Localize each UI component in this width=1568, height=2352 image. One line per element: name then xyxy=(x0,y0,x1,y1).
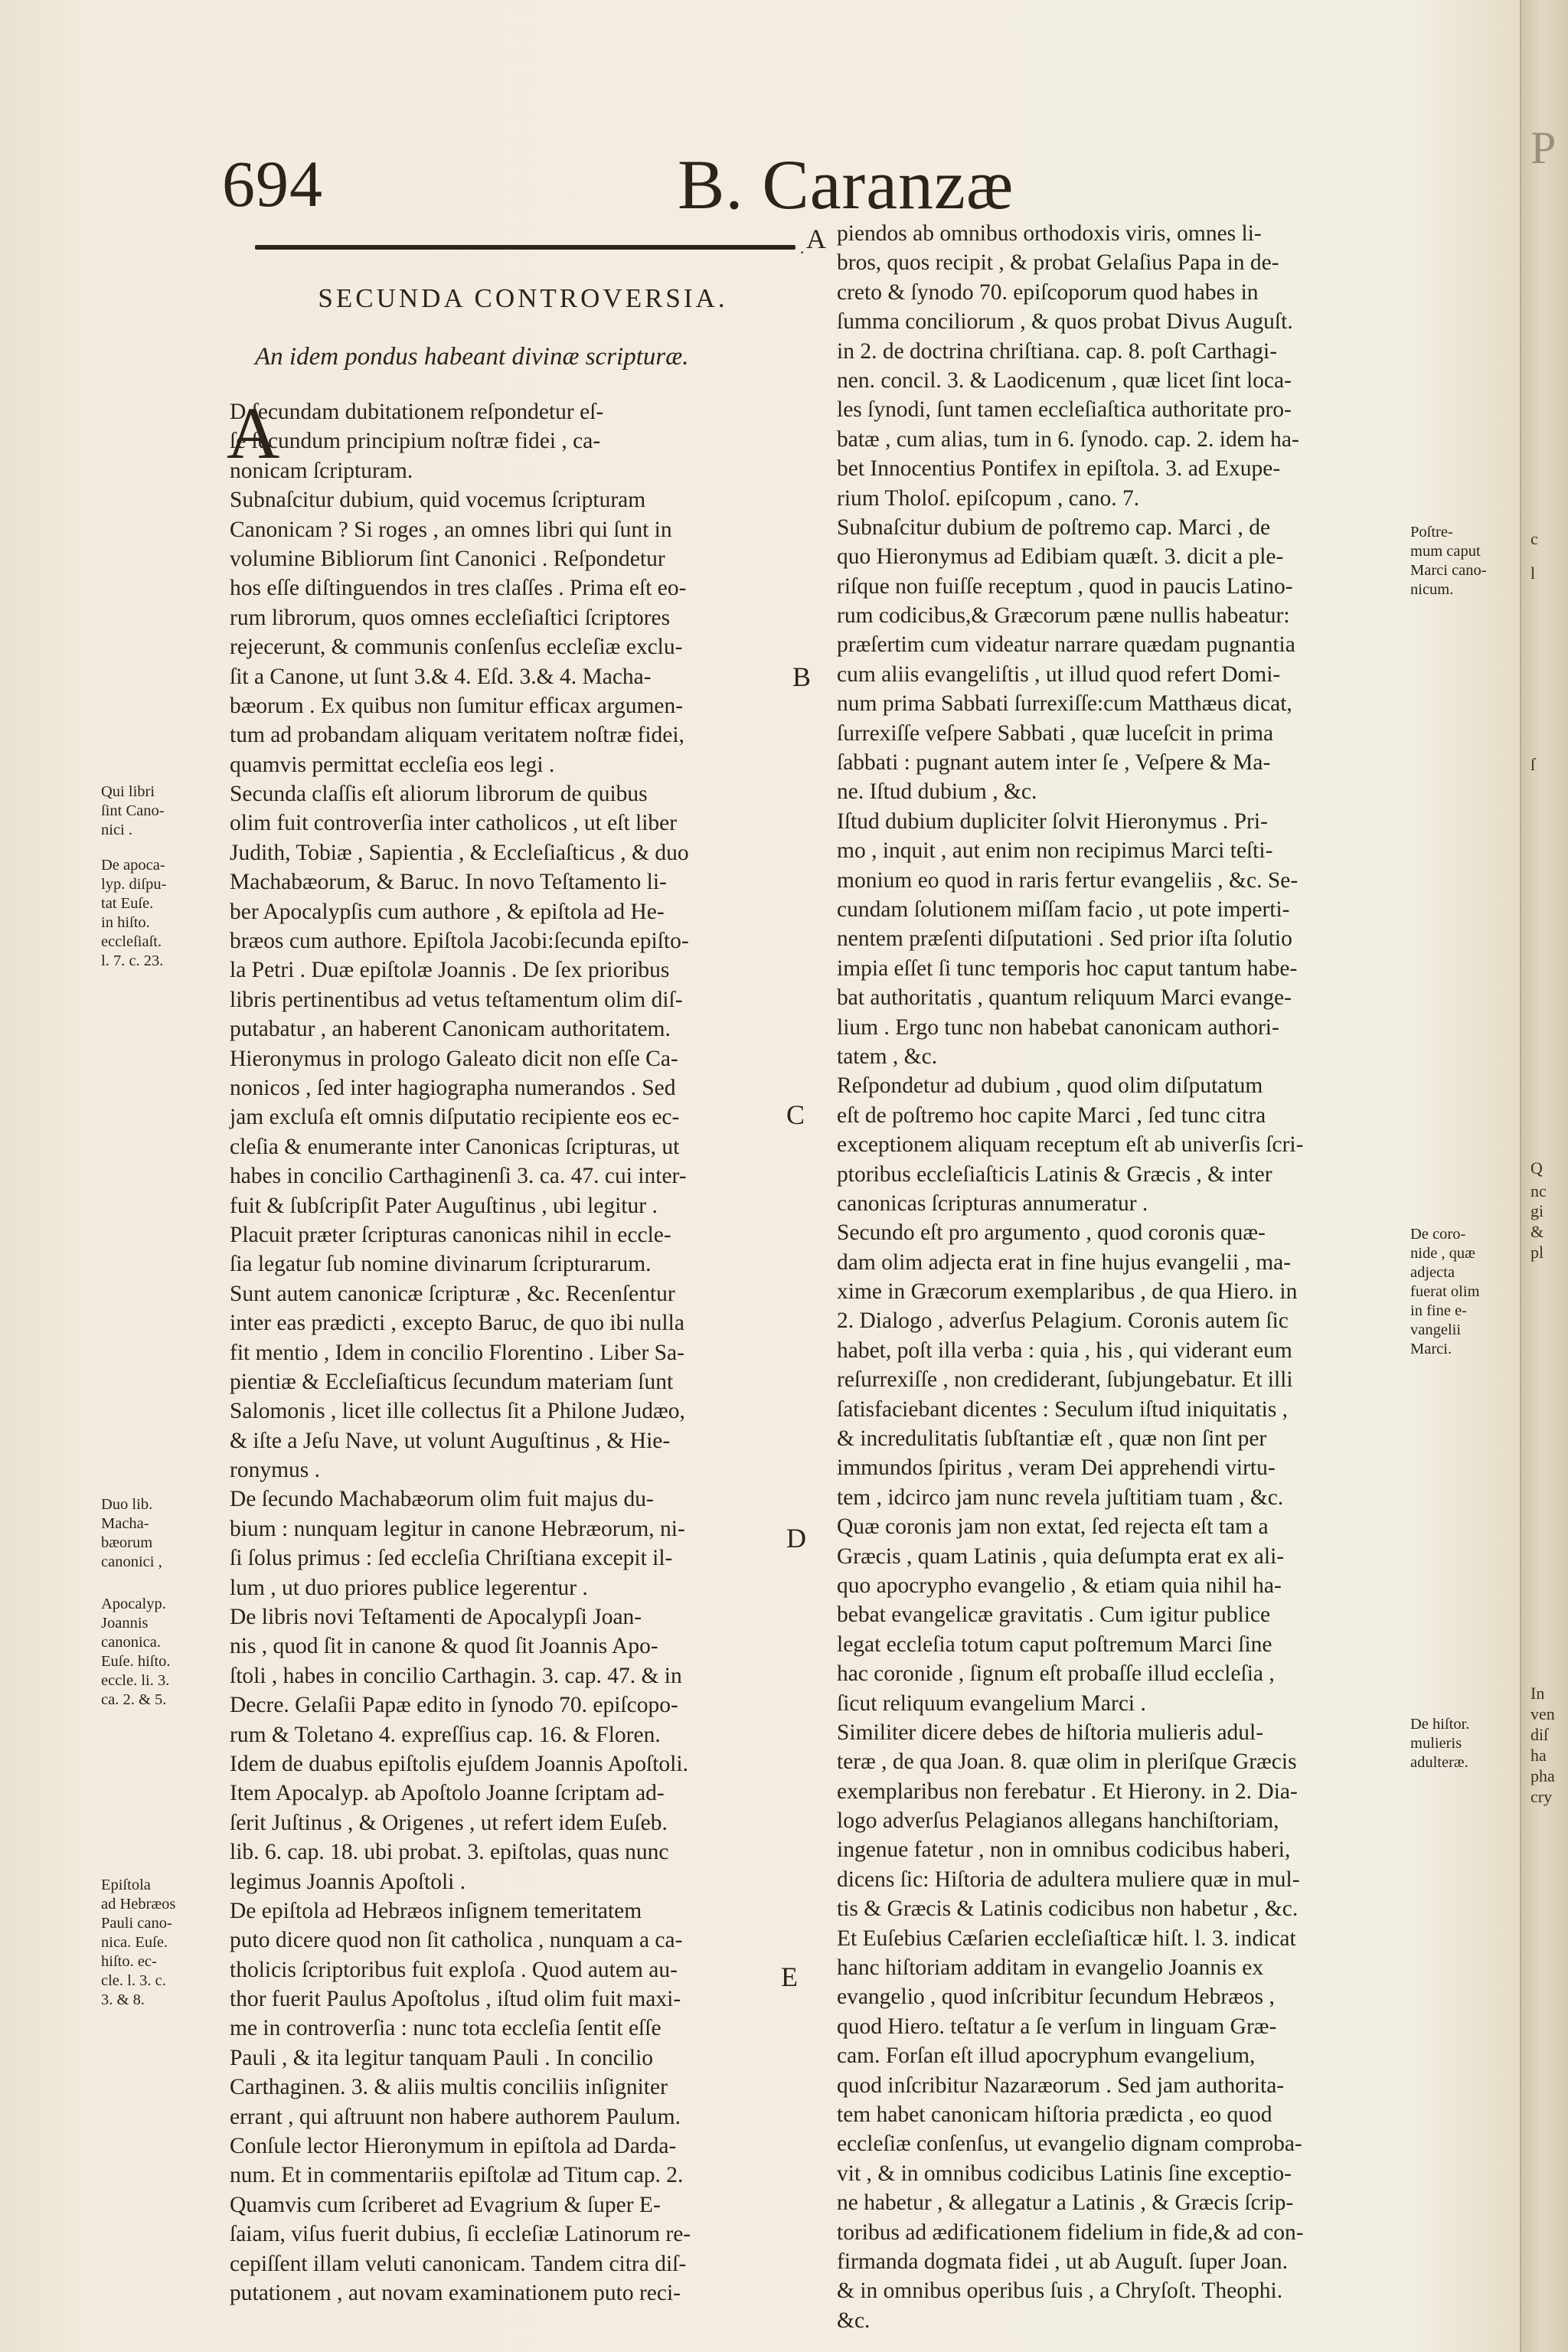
text-line: Placuit præter ſcripturas canonicas nihil in eccle- xyxy=(230,1222,671,1247)
text-line: Judith, Tobiæ , Sapientia , & Eccleſiaſticus , & duo xyxy=(230,840,689,865)
facing-page-fragment: nc xyxy=(1530,1181,1547,1200)
text-line: mo , inquit , aut enim non recipimus Marci teſti- xyxy=(837,838,1273,864)
text-line: firmanda dogmata fidei , ut ab Auguſt. ſuper Joan. xyxy=(837,2249,1289,2274)
text-line: fit mentio , Idem in concilio Florentino . Liber Sa- xyxy=(230,1340,684,1365)
text-line: Similiter dicere debes de hiſtoria mulieris adul- xyxy=(837,1720,1264,1745)
side-note-de-coronide: De coro- nide , quæ adjecta fuerat olim in fine e- vangelii Marci. xyxy=(1410,1226,1480,1357)
side-note-qui-libri: Qui libri ſint Cano- nici . xyxy=(101,783,165,838)
left-text-column xyxy=(230,397,796,2308)
side-note-de-apocalypsi: De apoca- lyp. diſpu- tat Euſe. in hiſto. eccleſiaſt. l. 7. c. 23. xyxy=(101,857,167,969)
side-note-de-historia: De hiſtor. mulieris adulteræ. xyxy=(1410,1716,1470,1771)
text-line: les ſynodi, ſunt tamen eccleſiaſtica authoritate pro- xyxy=(837,397,1292,423)
text-line: la Petri . Duæ epiſtolæ Joannis . De ſex prioribus xyxy=(230,958,670,983)
text-line: ſaiam, viſus fuerit dubius, ſi eccleſiæ Latinorum re- xyxy=(230,2222,691,2247)
text-line: tem , idcirco jam nunc revela juſtitiam tuam , &c. xyxy=(837,1485,1284,1510)
text-line: habet, poſt illa verba : quia , his , qui viderant eum xyxy=(837,1338,1292,1363)
text-line: ſicut reliquum evangelium Marci . xyxy=(837,1690,1146,1716)
text-line: batæ , cum alias, tum in 6. ſynodo. cap. 2. idem ha- xyxy=(837,426,1299,452)
facing-page-fragment: cry xyxy=(1530,1787,1553,1806)
text-line: piendos ab omnibus orthodoxis viris, omnes li- xyxy=(837,221,1262,246)
text-line: ſumma conciliorum , & quos probat Divus Auguſt. xyxy=(837,309,1293,335)
text-line: vit , & in omnibus codicibus Latinis ſine exceptio- xyxy=(837,2161,1292,2186)
text-line: cepiſſent illam veluti canonicam. Tandem citra diſ- xyxy=(230,2251,687,2276)
text-line: riſque non fuiſſe receptum , quod in paucis Latino- xyxy=(837,573,1293,599)
text-line: cam. Forſan eſt illud apocryphum evangelium, xyxy=(837,2043,1256,2069)
text-line: putationem , aut novam examinationem puto reci- xyxy=(230,2281,681,2305)
text-line: De epiſtola ad Hebræos inſignem temeritatem xyxy=(230,1898,642,1923)
side-note-apocalypsis: Apocalyp. Joannis canonica. Euſe. hiſto. eccle. li. 3. ca. 2. & 5. xyxy=(101,1596,171,1708)
text-line: ſurrexiſſe veſpere Sabbati , quæ luceſcit in prima xyxy=(837,720,1274,746)
text-line: &c. xyxy=(837,2308,871,2333)
text-line: inter eas prædicti , excepto Baruc, de quo ibi nulla xyxy=(230,1311,684,1336)
text-line: exemplaribus non ferebatur . Et Hierony. in 2. Dia- xyxy=(837,1779,1298,1804)
text-line: D ſecundam dubitationem reſpondetur eſ- xyxy=(230,400,604,424)
text-line: Decre. Gelaſii Papæ edito in ſynodo 70. epiſcopo- xyxy=(230,1693,678,1718)
text-line: nentem præſenti diſputationi . Sed prior iſta ſolutio xyxy=(837,926,1292,952)
text-line: lib. 6. cap. 18. ubi probat. 3. epiſtolas, quas nunc xyxy=(230,1840,669,1865)
text-line: num prima Sabbati ſurrexiſſe:cum Matthæus dicat, xyxy=(837,691,1292,717)
text-line: 2. Dialogo , adverſus Pelagium. Coronis autem ſic xyxy=(837,1308,1289,1334)
facing-page-fragment: In xyxy=(1530,1684,1545,1703)
facing-page-fragment: ha xyxy=(1530,1746,1547,1765)
text-line: ſia legatur ſub nomine divinarum ſcripturarum. xyxy=(230,1252,652,1277)
facing-page-fragment: diſ xyxy=(1530,1725,1549,1744)
running-head: B. Caranzæ xyxy=(678,145,1014,224)
text-line: nonicos , ſed inter hagiographa numerandos . Sed xyxy=(230,1075,676,1100)
text-line: Idem de duabus epiſtolis ejuſdem Joannis Apoſtoli. xyxy=(230,1751,688,1776)
text-line: Secundo eſt pro argumento , quod coronis quæ- xyxy=(837,1220,1266,1246)
text-line: libris pertinentibus ad vetus teſtamentum olim diſ- xyxy=(230,987,683,1012)
text-line: ſabbati : pugnant autem inter ſe , Veſpere & Ma- xyxy=(837,750,1271,776)
text-line: ptoribus eccleſiaſticis Latinis & Græcis , & inter xyxy=(837,1161,1272,1187)
text-line: olim fuit controverſia inter catholicos , ut eſt liber xyxy=(230,811,678,836)
text-line: dam olim adjecta erat in fine hujus evangelii , ma- xyxy=(837,1250,1292,1275)
text-line: evangelio , quod inſcribitur ſecundum Hebræos , xyxy=(837,1984,1275,2010)
text-line: nis , quod ſit in canone & quod ſit Joannis Apo- xyxy=(230,1634,658,1659)
facing-page-fragment: pl xyxy=(1530,1243,1544,1262)
text-line: lum , ut duo priores publice legerentur . xyxy=(230,1575,588,1600)
text-line: quod inſcribitur Nazaræorum . Sed jam authorita- xyxy=(837,2073,1285,2098)
text-line: Subnaſcitur dubium, quid vocemus ſcripturam xyxy=(230,488,646,513)
text-line: Pauli , & ita legitur tanquam Pauli . In concilio xyxy=(230,2045,654,2070)
text-line: xime in Græcorum exemplaribus , de qua Hiero. in xyxy=(837,1279,1298,1305)
text-line: num. Et in commentariis epiſtolæ ad Titum cap. 2. xyxy=(230,2163,684,2188)
text-line: canonicas ſcripturas annumeratur . xyxy=(837,1191,1148,1216)
text-line: in 2. de doctrina chriſtiana. cap. 8. poſt Carthagi- xyxy=(837,338,1278,364)
facing-page-fragment: l xyxy=(1530,564,1536,583)
text-line: Et Euſebius Cæſarien eccleſiaſticæ hiſt. l. 3. indicat xyxy=(837,1926,1296,1951)
text-line: rium Tholoſ. epiſcopum , cano. 7. xyxy=(837,485,1140,511)
side-note-epistola-hebraeos: Epiſtola ad Hebræos Pauli cano- nica. Euſe. hiſto. ec- cle. l. 3. c. 3. & 8. xyxy=(101,1877,176,2008)
text-line: De ſecundo Machabæorum olim fuit majus du- xyxy=(230,1487,654,1512)
text-line: creto & ſynodo 70. epiſcoporum quod habes in xyxy=(837,279,1259,305)
text-line: ber Apocalypſis cum authore , & epiſtola ad He- xyxy=(230,899,665,924)
text-line: bræos cum authore. Epiſtola Jacobi:ſecunda epiſto- xyxy=(230,929,689,954)
text-line: bebat evangelicæ gravitatis . Cum igitur publice xyxy=(837,1602,1271,1628)
side-note-duo-libri: Duo lib. Macha- bæorum canonici , xyxy=(101,1496,162,1570)
text-line: jam excluſa eſt omnis diſputatio recipiente eos ec- xyxy=(230,1105,680,1130)
section-heading: SECUNDA CONTROVERSIA. xyxy=(318,283,728,313)
text-line: & iſte a Jeſu Nave, ut volunt Auguſtinus , & Hie- xyxy=(230,1428,671,1453)
text-line: tis & Græcis & Latinis codicibus non habetur , &c. xyxy=(837,1896,1298,1922)
text-line: ſi ſolus primus : ſed eccleſia Chriſtiana excepit il- xyxy=(230,1546,673,1571)
section-letter-d: D xyxy=(786,1523,806,1553)
text-line: cum aliis evangeliſtis , ut illud quod refert Domi- xyxy=(837,662,1281,687)
facing-page-fragment: Q xyxy=(1530,1158,1543,1178)
text-line: Salomonis , licet ille collectus ſit a Philone Judæo, xyxy=(230,1399,685,1424)
right-text-column xyxy=(837,219,1400,2335)
text-line: fuit & ſubſcripſit Pater Auguſtinus , ubi legitur . xyxy=(230,1193,658,1218)
facing-page-fragment: P xyxy=(1530,122,1557,173)
text-line: impia eſſet ſi tunc temporis hoc caput tantum habe- xyxy=(837,956,1298,981)
text-line: cundam ſolutionem miſſam facio , ut pote imperti- xyxy=(837,897,1290,922)
text-line: dicens ſic: Hiſtoria de adultera muliere quæ in mul- xyxy=(837,1867,1300,1892)
text-line: rum codicibus,& Græcorum pæne nullis habeatur: xyxy=(837,603,1290,629)
text-line: Secunda claſſis eſt aliorum librorum de quibus xyxy=(230,782,648,807)
text-line: ſtoli , habes in concilio Carthagin. 3. cap. 47. & in xyxy=(230,1663,682,1688)
text-line: eſt de poſtremo hoc capite Marci , ſed tunc citra xyxy=(837,1102,1266,1128)
text-line: tholicis ſcriptoribus fuit exploſa . Quod autem au- xyxy=(230,1957,678,1982)
text-line: rum & Toletano 4. expreſſius cap. 16. & Floren. xyxy=(230,1722,661,1747)
section-subheading: An idem pondus habeant divinæ scripturæ. xyxy=(255,343,689,371)
text-line: bet Innocentius Pontifex in epiſtola. 3. ad Exupe- xyxy=(837,456,1281,482)
facing-page-fragment: & xyxy=(1530,1222,1544,1241)
section-letter-b: B xyxy=(792,662,812,692)
text-line: legimus Joannis Apoſtoli . xyxy=(230,1869,466,1894)
facing-page-edge xyxy=(1520,0,1568,2352)
text-line: immundos ſpiritus , veram Dei apprehendi virtu- xyxy=(837,1455,1276,1481)
text-line: ne habetur , & allegatur a Latinis , & Græcis ſcrip- xyxy=(837,2190,1294,2216)
text-line: ſerit Juſtinus , & Origenes , ut refert idem Euſeb. xyxy=(230,1810,668,1835)
facing-page-fragment: pha xyxy=(1530,1766,1555,1785)
text-line: eccleſiæ conſenſus, ut evangelio dignam comproba- xyxy=(837,2132,1302,2157)
text-line: Subnaſcitur dubium de poſtremo cap. Marci , de xyxy=(837,514,1271,540)
text-line: Conſule lector Hieronymum in epiſtola ad Darda- xyxy=(230,2134,677,2159)
text-line: Reſpondetur ad dubium , quod olim diſputatum xyxy=(837,1073,1263,1099)
page-number: 694 xyxy=(222,147,323,220)
text-line: bæorum . Ex quibus non ſumitur efficax argumen- xyxy=(230,693,684,718)
rule-dot: · xyxy=(799,243,805,262)
text-line: legat eccleſia totum caput poſtremum Marci ſine xyxy=(837,1632,1272,1657)
facing-page-fragment: ſ xyxy=(1530,755,1536,774)
text-line: toribus ad ædificationem fidelium in fide,& ad con- xyxy=(837,2220,1304,2245)
section-letter-a: A xyxy=(806,224,826,254)
text-line: ſit a Canone, ut ſunt 3.& 4. Eſd. 3.& 4. Macha- xyxy=(230,664,652,689)
text-line: ingenue fatetur , non in omnibus codicibus haberi, xyxy=(837,1838,1291,1863)
text-line: ne. Iſtud dubium , &c. xyxy=(837,779,1037,805)
text-line: quo Hieronymus ad Edibiam quæſt. 3. dicit a ple- xyxy=(837,544,1284,570)
text-line: putabatur , an haberent Canonicam authoritatem. xyxy=(230,1017,671,1042)
section-letter-e: E xyxy=(781,1962,798,1992)
text-line: bat authoritatis , quantum reliquum Marci evange- xyxy=(837,985,1292,1011)
text-line: Quæ coronis jam non extat, ſed rejecta eſt tam a xyxy=(837,1514,1269,1540)
text-line: Hieronymus in prologo Galeato dicit non eſſe Ca- xyxy=(230,1046,678,1071)
text-line: hanc hiſtoriam additam in evangelio Joannis ex xyxy=(837,1955,1264,1981)
text-line: thor fuerit Paulus Apoſtolus , iſtud olim fuit maxi- xyxy=(230,1987,681,2012)
text-line: ſatisfaciebant dicentes : Seculum iſtud iniquitatis , xyxy=(837,1396,1289,1422)
text-line: volumine Bibliorum ſint Canonici . Reſpondetur xyxy=(230,546,665,571)
text-line: reſurrexiſſe , non crediderant, ſubjungebatur. Et illi xyxy=(837,1367,1293,1393)
text-line: præſertim cum videatur narrare quædam pugnantia xyxy=(837,632,1295,658)
text-line: ſe ſecundum principium noſtræ fidei , ca- xyxy=(230,429,601,454)
text-line: quod Hiero. teſtatur a ſe verſum in linguam Græ- xyxy=(837,2014,1277,2039)
side-note-postremum-caput: Poſtre- mum caput Marci cano- nicum. xyxy=(1410,524,1487,598)
text-line: habes in concilio Carthaginenſi 3. ca. 47. cui inter- xyxy=(230,1164,687,1189)
text-line: exceptionem aliquam receptum eſt ab univerſis ſcri- xyxy=(837,1132,1304,1158)
text-line: lium . Ergo tunc non habebat canonicam authori- xyxy=(837,1014,1279,1040)
text-line: quamvis permittat eccleſia eos legi . xyxy=(230,752,555,777)
text-line: monium eo quod in raris fertur evangeliis , &c. Se- xyxy=(837,867,1298,893)
facing-page-fragment: gi xyxy=(1530,1201,1544,1220)
text-line: tatem , &c. xyxy=(837,1044,938,1069)
text-line: tum ad probandam aliquam veritatem noſtræ fidei, xyxy=(230,723,684,748)
text-line: teræ , de qua Joan. 8. quæ olim in pleriſque Græcis xyxy=(837,1749,1297,1775)
text-line: logo adverſus Pelagianos allegans hanchiſtoriam, xyxy=(837,1808,1279,1834)
text-line: quo apocrypho evangelio , & etiam quia nihil ha- xyxy=(837,1573,1282,1598)
text-line: bium : nunquam legitur in canone Hebræorum, ni- xyxy=(230,1516,685,1541)
text-line: pientiæ & Eccleſiaſticus ſecundum materiam ſunt xyxy=(230,1369,674,1394)
text-line: Canonicam ? Si roges , an omnes libri qui ſunt in xyxy=(230,517,672,542)
text-line: Iſtud dubium dupliciter ſolvit Hieronymus . Pri- xyxy=(837,808,1268,834)
text-line: bros, quos recipit , & probat Gelaſius Papa in de- xyxy=(837,250,1279,276)
text-line: Machabæorum, & Baruc. In novo Teſtamento li- xyxy=(230,870,667,895)
text-line: Sunt autem canonicæ ſcripturæ , &c. Recenſentur xyxy=(230,1281,675,1306)
text-line: nen. concil. 3. & Laodicenum , quæ licet ſint loca- xyxy=(837,368,1292,393)
text-line: tem habet canonicam hiſtoria prædicta , eo quod xyxy=(837,2102,1272,2127)
text-line: Quamvis cum ſcriberet ad Evagrium & ſuper E- xyxy=(230,2192,661,2217)
header-rule xyxy=(255,245,795,250)
text-line: Carthaginen. 3. & aliis multis conciliis inſigniter xyxy=(230,2075,668,2100)
text-line: De libris novi Teſtamenti de Apocalypſi Joan- xyxy=(230,1605,642,1630)
text-line: rum librorum, quos omnes eccleſiaſtici ſcriptores xyxy=(230,605,671,630)
drop-capital: A xyxy=(227,392,280,474)
text-line: & incredulitatis ſubſtantiæ eſt , quæ non ſint per xyxy=(837,1426,1267,1452)
text-line: me in controverſia : nunc tota eccleſia ſentit eſſe xyxy=(230,2016,662,2041)
text-line: puto dicere quod non ſit catholica , nunquam a ca- xyxy=(230,1928,683,1953)
text-line: rejecerunt, & communis conſenſus eccleſiæ exclu- xyxy=(230,635,683,660)
text-line: & in omnibus operibus ſuis , a Chryſoſt. Theophi. xyxy=(837,2278,1283,2304)
text-line: hos eſſe diſtinguendos in tres claſſes . Prima eſt eo- xyxy=(230,576,687,601)
text-line: hac coronide , ſignum eſt probaſſe illud eccleſia , xyxy=(837,1661,1275,1687)
section-letter-c: C xyxy=(786,1099,805,1130)
facing-page-fragment: ven xyxy=(1530,1704,1555,1723)
text-line: ronymus . xyxy=(230,1458,320,1483)
facing-page-fragment: c xyxy=(1530,529,1538,548)
text-line: Græcis , quam Latinis , quia deſumpta erat ex ali- xyxy=(837,1544,1285,1569)
text-line: cleſia & enumerante inter Canonicas ſcripturas, ut xyxy=(230,1134,680,1159)
text-line: Item Apocalyp. ab Apoſtolo Joanne ſcriptam ad- xyxy=(230,1781,665,1806)
text-line: errant , qui aſtruunt non habere authorem Paulum. xyxy=(230,2104,681,2129)
text-line: nonicam ſcripturam. xyxy=(230,458,413,483)
